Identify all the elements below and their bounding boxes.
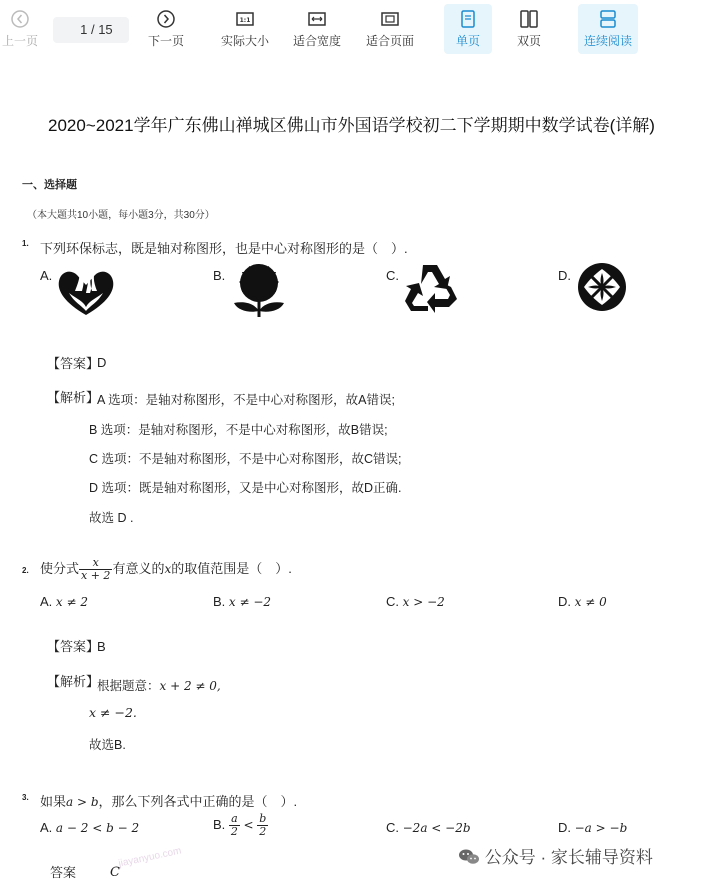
q2-text-post2: 的取值范围是（ ）.: [171, 560, 292, 576]
q3-option-c-letter: C.: [386, 820, 399, 835]
q2-text-pre: 使分式: [40, 560, 80, 576]
prev-page-label: 上一页: [1, 34, 38, 48]
q3-option-a-letter: A.: [40, 820, 53, 835]
fit-width-label: 适合宽度: [292, 34, 341, 48]
q2-option-b-math: x ≠ −2: [228, 595, 272, 609]
q1-answer-label: 【答案】: [47, 356, 100, 371]
section-note: （本大题共10小题，每小题3分，共30分）: [27, 210, 215, 221]
single-page-label: 单页: [455, 34, 480, 48]
q1-explanation-line: A 选项：是轴对称图形，不是中心对称图形，故A错误;: [97, 393, 395, 407]
q1-option-d-label: D.: [558, 268, 571, 283]
q3-option-b-frac-b: [257, 813, 268, 838]
q3-condition: a > b: [66, 795, 99, 809]
q1-explanation-line: D 选项：既是轴对称图形，又是中心对称图形，故D正确.: [89, 481, 402, 495]
q1-explanation-line: C 选项：不是轴对称图形，不是中心对称图形，故C错误;: [89, 452, 402, 466]
q3-option-b-num-a: a: [229, 813, 240, 826]
q1-explanation-line: B 选项：是轴对称图形，不是中心对称图形，故B错误;: [89, 423, 388, 437]
q2-option-b-letter: B.: [213, 594, 226, 609]
page-total: / 15: [90, 22, 113, 37]
four-petal-logo-icon: [576, 261, 628, 313]
q2-answer-label: 【答案】: [47, 639, 100, 654]
q3-option-c-math: −2a < −2b: [402, 821, 471, 835]
actual-size-button[interactable]: [218, 4, 272, 54]
fit-width-icon: [306, 8, 328, 30]
single-page-button[interactable]: [444, 4, 492, 54]
chevron-left-circle-icon: [9, 8, 31, 30]
q1-option-a-label: A.: [40, 268, 53, 283]
continuous-read-button[interactable]: [578, 4, 638, 54]
q2-explanation-line: x ≠ −2.: [89, 705, 137, 720]
q1-number: 1.: [22, 239, 29, 248]
single-page-icon: [457, 8, 479, 30]
q3-option-b: [213, 813, 268, 838]
continuous-read-label: 连续阅读: [583, 34, 632, 48]
doc-title: 2020~2021学年广东佛山禅城区佛山市外国语学校初二下学期期中数学试卷(详解): [48, 116, 655, 135]
actual-size-icon: [234, 8, 256, 30]
q2-text: [40, 557, 292, 582]
toolbar: [0, 0, 710, 62]
q3-option-d: [558, 820, 627, 835]
faint-watermark: jiayanyuo.com: [117, 845, 183, 870]
page-indicator: [53, 17, 129, 43]
q1-option-c-label: C.: [386, 268, 399, 283]
q3-option-b-letter: B.: [213, 816, 226, 832]
q3-option-d-letter: D.: [558, 820, 571, 835]
q3-answer-value: C: [110, 865, 120, 880]
q3-option-a-math: a − 2 < b − 2: [55, 821, 140, 835]
q2-option-a: [40, 594, 88, 609]
fit-width-button[interactable]: [289, 4, 345, 54]
double-page-icon: [518, 8, 540, 30]
q2-option-a-math: x ≠ 2: [55, 595, 89, 609]
double-page-button[interactable]: [505, 4, 553, 54]
q3-option-b-den-a: 2: [230, 825, 238, 838]
q2-fraction-denominator: x + 2: [81, 569, 111, 582]
q3-text-pre: 如果: [40, 794, 67, 809]
q3-option-a: [40, 820, 139, 835]
q3-option-d-math: −a > −b: [574, 821, 628, 835]
fit-page-icon: [379, 8, 401, 30]
q2-option-d: [558, 594, 607, 609]
recycle-icon: [401, 261, 459, 313]
q2-number: 2.: [22, 566, 29, 575]
q2-explanation-line: 故选B.: [89, 738, 126, 752]
next-page-button[interactable]: [142, 4, 190, 54]
q1-text: 下列环保标志，既是轴对称图形，也是中心对称图形的是（ ）.: [40, 241, 408, 256]
q3-answer-label: 答案: [50, 865, 77, 880]
q1-answer-value: D: [97, 355, 107, 370]
actual-size-label: 实际大小: [220, 34, 269, 48]
q3-option-b-den-b: 2: [259, 825, 267, 838]
section-heading: 一、选择题: [22, 179, 77, 191]
continuous-read-icon: [597, 8, 619, 30]
q2-explanation-pre: 根据题意：: [97, 679, 160, 693]
wechat-watermark: [458, 843, 653, 868]
q3-option-c: [386, 820, 471, 835]
q3-option-b-num-b: b: [259, 812, 267, 825]
q2-option-b: [213, 594, 271, 609]
svg-text:1:1: 1:1: [239, 17, 251, 24]
page-number-input[interactable]: [69, 22, 87, 37]
q1-explanation-label: 【解析】: [47, 390, 100, 405]
q3-option-b-operator: <: [243, 817, 254, 832]
q2-text-post: 有意义的: [112, 560, 165, 576]
q2-explanation-math: x + 2 ≠ 0,: [159, 679, 221, 693]
wechat-watermark-text: 公众号 · 家长辅导资料: [484, 848, 653, 867]
q3-number: 3.: [22, 793, 29, 802]
chevron-right-circle-icon: [155, 8, 177, 30]
next-page-label: 下一页: [147, 34, 184, 48]
wechat-icon: [458, 848, 480, 866]
q2-option-a-letter: A.: [40, 594, 53, 609]
fit-page-label: 适合页面: [365, 34, 414, 48]
q2-option-c-math: x > −2: [402, 595, 445, 609]
q2-variable: x: [164, 561, 172, 576]
q2-fraction: [79, 557, 112, 582]
q3-option-b-frac-a: [229, 813, 240, 838]
q1-option-b-label: B.: [213, 268, 226, 283]
fit-page-button[interactable]: [362, 4, 418, 54]
q2-option-c-letter: C.: [386, 594, 399, 609]
q2-fraction-numerator: x: [79, 557, 112, 570]
prev-page-button[interactable]: [0, 4, 40, 54]
flower-logo-icon: [230, 261, 288, 319]
double-page-label: 双页: [516, 34, 541, 48]
q2-option-d-math: x ≠ 0: [574, 595, 607, 609]
q2-option-d-letter: D.: [558, 594, 571, 609]
q3-text: [40, 791, 297, 810]
q1-explanation-line: 故选 D .: [89, 511, 134, 525]
q2-answer-value: B: [97, 639, 106, 654]
q2-explanation-label: 【解析】: [47, 674, 100, 689]
q2-option-c: [386, 594, 445, 609]
q2-explanation-line: [97, 676, 221, 694]
heart-flame-logo-icon: [55, 263, 117, 317]
q3-text-post: ，那么下列各式中正确的是（ ）.: [98, 794, 298, 809]
